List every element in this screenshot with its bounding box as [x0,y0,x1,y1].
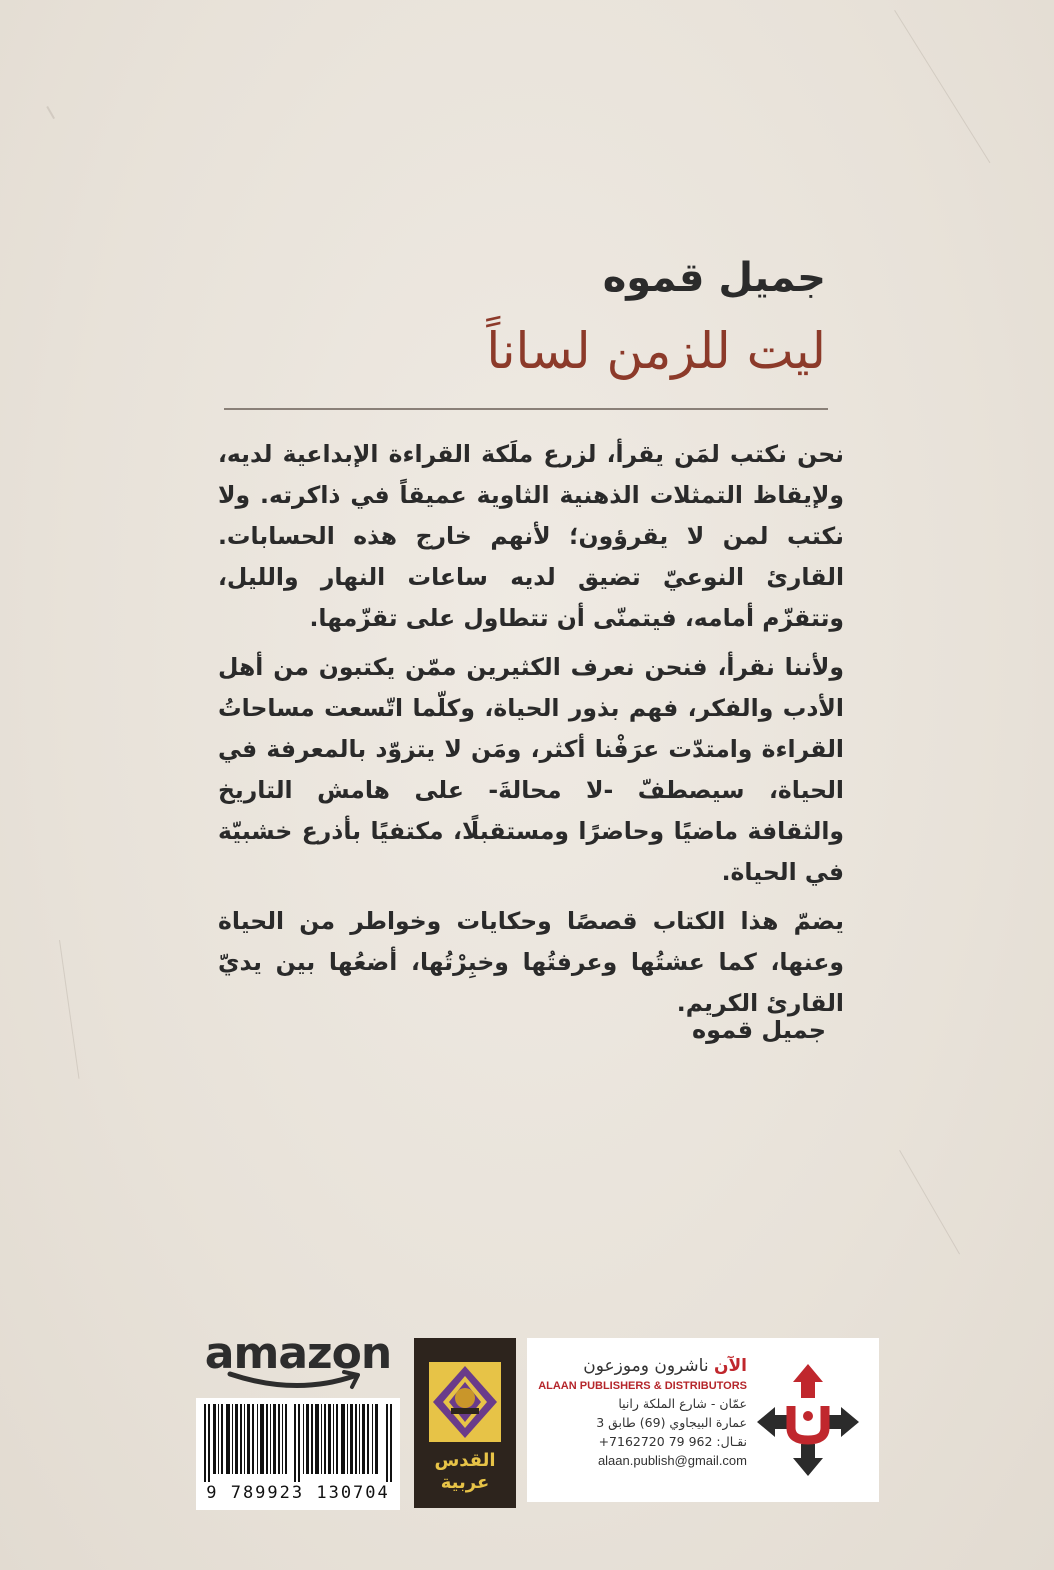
publisher-address: عمّان - شارع الملكة رانيا [618,1396,747,1411]
publisher-address: عمارة البيجاوي (69) طابق 3 [596,1415,747,1430]
scratch-mark [894,10,990,163]
title-divider [224,408,828,410]
scratch-mark [46,106,55,119]
author-name: جميل قموه [602,255,826,301]
author-signature: جميل قموه [692,1016,826,1044]
amazon-logo [198,1328,398,1392]
blurb-paragraph: ولأننا نقرأ، فنحن نعرف الكثيرين ممّن يكتبون من أهل الأدب والفكر، فهم بذور الحياة، وكلّما اتّسعت مساحاتُ القراءة وامتدّت عرَفْنا أكثر، ومَن لا يتزوّد بالمعرفة في الحياة، سيصطفّ -لا محالةَ- على هامش التاريخ والثقافة ماضيًا وحاضرًا ومستقبلًا، مكتفيًا بأذرع خشبيّة في الحياة. [218,653,844,886]
publisher-phone: نقـال: 962 79 7162720+ [598,1434,747,1449]
book-title: ليت للزمن لساناً [486,322,826,380]
publisher-name-rest: ناشرون وموزعون [583,1356,709,1376]
alquds-label-line: القدس [434,1450,496,1471]
publisher-email: alaan.publish@gmail.com [597,1453,747,1468]
alquds-label [414,1450,516,1494]
isbn-number: 9 789923 130704 [206,1483,390,1503]
publisher-details [537,1354,747,1470]
blurb-text [218,434,844,1032]
alquds-emblem-icon [425,1358,505,1446]
barcode [196,1398,400,1510]
amazon-wordmark: amazon [204,1328,392,1379]
publisher-brand: الآن [714,1356,747,1376]
publisher-name-english: ALAAN PUBLISHERS & DISTRIBUTORS [538,1380,747,1392]
amazon-smile-icon [226,1370,366,1392]
scratch-mark [59,940,79,1079]
publisher-logo-icon [753,1360,863,1480]
publisher-name-arabic [537,1354,747,1378]
scratch-mark [899,1150,960,1254]
barcode-bars-icon [202,1404,394,1482]
blurb-paragraph: نحن نكتب لمَن يقرأ، لزرع ملَكة القراءة الإبداعية لديه، ولإيقاظ التمثلات الذهنية الثاوية عميقاً في ذاكرته. ولا نكتب لمن لا يقرؤون؛ لأنهم خارج هذه الحسابات. القارئ النوعيّ تضيق لديه ساعات النهار والليل، وتتقزّم أمامه، فيتمنّى أن تتطاول على تقزّمها. [218,440,844,632]
alquds-label-line: عربية [440,1472,490,1493]
publisher-info [527,1338,879,1502]
blurb-paragraph: يضمّ هذا الكتاب قصصًا وحكايات وخواطر من الحياة وعنها، كما عشتُها وعرفتُها وخبِرْتُها، أضعُها بين يديّ القارئ الكريم. [218,907,844,1017]
alquds-arabiya-logo [414,1338,516,1508]
